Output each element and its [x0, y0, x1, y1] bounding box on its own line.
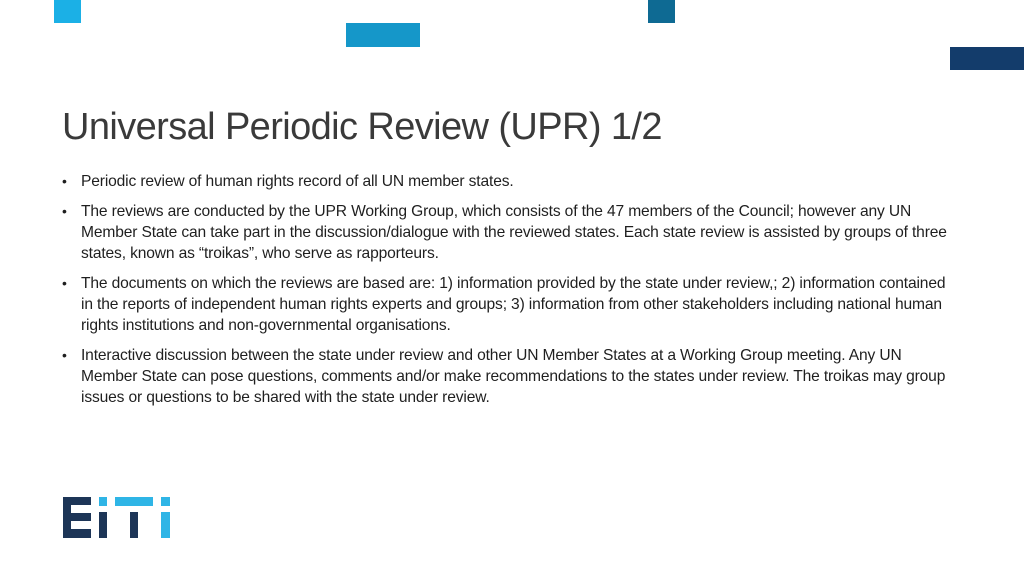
bullet-list	[62, 171, 952, 417]
bullet-text: Interactive discussion between the state under review and other UN Member States at a Working Group meeting. Any UN Member State can pose questions, comments and/or make recommendations to the states under review. The troikas may group issues or questions to be shared with the state under review.	[81, 347, 946, 406]
bullet-item	[62, 345, 952, 408]
bullet-dot-icon: •	[62, 275, 67, 291]
logo-letter-i-2	[161, 497, 170, 538]
logo-letter-e	[63, 497, 91, 538]
bullet-item	[62, 273, 952, 336]
accent-block-top-center	[346, 23, 420, 47]
bullet-text: The documents on which the reviews are based are: 1) information provided by the state under review,; 2) information contained in the reports of independent human rights experts and groups; 3) information from other stakeholders including national human rights institutions and non-governmental organisations.	[81, 275, 946, 334]
bullet-dot-icon: •	[62, 203, 67, 219]
bullet-dot-icon: •	[62, 173, 67, 189]
bullet-item	[62, 201, 952, 264]
bullet-dot-icon: •	[62, 347, 67, 363]
bullet-text: Periodic review of human rights record of all UN member states.	[81, 173, 514, 190]
accent-block-top-right	[648, 0, 675, 23]
bullet-item	[62, 171, 952, 192]
logo-letter-t	[115, 497, 153, 538]
logo-letter-i	[99, 497, 107, 538]
accent-block-right-edge	[950, 47, 1024, 70]
eiti-logo	[63, 497, 171, 538]
slide-title: Universal Periodic Review (UPR) 1/2	[62, 106, 662, 148]
accent-block-top-left	[54, 0, 81, 23]
bullet-text: The reviews are conducted by the UPR Working Group, which consists of the 47 members of the Council; however any UN Member State can take part in the discussion/dialogue with the reviewed states. Each state review is assisted by groups of three states, known as “troikas”, who serve as rapporteurs.	[81, 203, 947, 262]
